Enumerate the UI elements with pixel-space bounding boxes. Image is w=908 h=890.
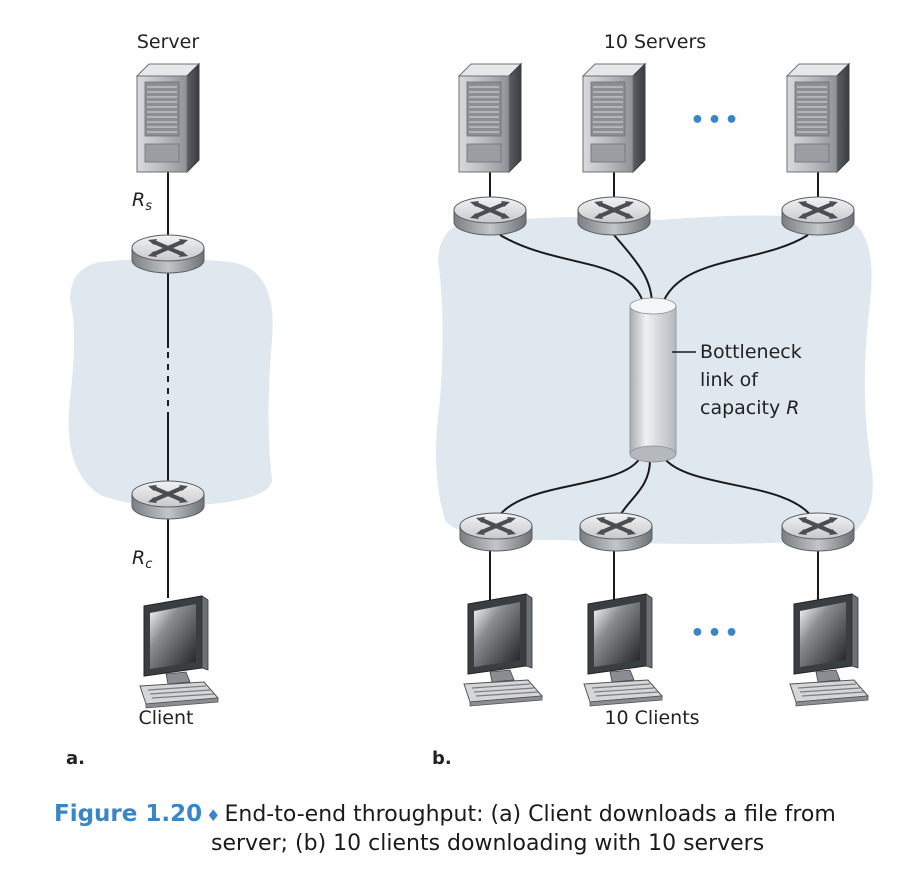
servers-label: 10 Servers [603,31,707,53]
router-icon-b-top-10 [782,197,854,235]
router-icon-a-top [132,235,204,273]
figure-number: Figure 1.20 [54,801,203,827]
server-label: Server [136,31,200,53]
client-label: Client [138,707,194,729]
bottleneck-line-3: capacity R [700,397,800,419]
router-icon-b-bottom-10 [782,513,854,551]
rs-label: $R_s$ [132,189,152,214]
server-icon-b-1 [459,64,521,172]
router-icon-b-top-2 [578,197,650,235]
server-icon-b-10 [787,64,849,172]
rc-label: $R_c$ [132,547,153,572]
router-icon-a-bottom [132,481,204,519]
bottleneck-link-cylinder [630,298,676,462]
caption-line-2: server; (b) 10 clients downloading with 10 servers [211,831,765,856]
server-icon-a [137,64,199,172]
computer-icon-b-10 [790,594,868,706]
clients-ellipsis: ••• [690,621,742,646]
router-icon-b-bottom-2 [580,513,652,551]
panel-a-letter: a. [66,748,85,769]
bottleneck-line-2: link of [700,369,758,391]
panel-b-letter: b. [432,748,452,769]
computer-icon-a [140,596,218,708]
router-icon-b-bottom-1 [460,513,532,551]
network-cloud-a [69,259,273,507]
caption-line-1: End-to-end throughput: (a) Client downloads a file from [224,802,836,827]
router-icon-b-top-1 [454,197,526,235]
computer-icon-b-2 [584,594,662,706]
server-icon-b-2 [583,64,645,172]
figure-caption [54,800,904,856]
panel-a [66,31,273,769]
bottleneck-line-1: Bottleneck [700,341,802,363]
computer-icon-b-1 [464,594,542,706]
diamond-icon: ♦ [206,806,221,825]
panel-b [432,31,873,769]
clients-label: 10 Clients [604,707,700,729]
servers-ellipsis: ••• [690,108,742,133]
